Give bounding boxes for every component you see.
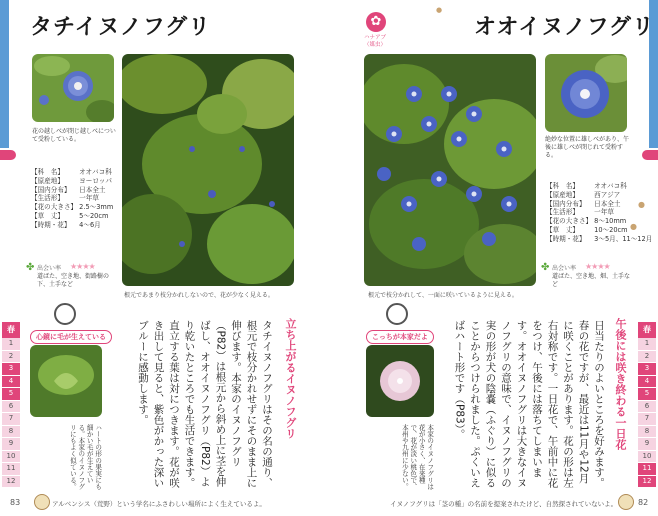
data-row <box>545 191 653 200</box>
month-tab[interactable]: 2 <box>2 351 20 364</box>
month-tab[interactable]: 9 <box>638 438 656 451</box>
month-tab[interactable]: 2 <box>638 351 656 364</box>
right-bubble-photo <box>366 345 434 417</box>
data-row-label: 【原産地】 <box>31 176 64 185</box>
data-row <box>545 182 653 191</box>
season-tab-spring[interactable]: 春 <box>2 322 20 338</box>
left-footer-mascot <box>34 494 50 510</box>
data-row-label: 【時期・花】 <box>31 220 71 229</box>
data-row-label: 【原産地】 <box>546 190 579 199</box>
data-row-value: オオバコ科 <box>79 168 112 176</box>
left-body-text: タチイヌノフグリはその名の通り、根元で枝分かれせずにそのまま上に伸びます。本家のイヌノフグリ（P82）は根元から斜め上に茎を伸ばし、オオイヌノフグリ（P82）より乾いたところでも生活できます。直立する葉は対につきます。花が咲き出して見ると、紫色がかった深いブルーに感動します。 <box>137 320 273 488</box>
encounter-stars: ★★★★ <box>70 262 95 271</box>
month-tab[interactable]: 12 <box>638 476 656 489</box>
data-row <box>30 177 114 186</box>
left-title: タチイヌノフグリ <box>30 15 212 40</box>
badge-bottom: （媒虫） <box>364 42 387 48</box>
right-bubble-small: 本家のイヌノフグリは花が小さく、在来種で、花が淡い桃色で、本州や九州に少ない。 <box>400 424 434 490</box>
data-row-value: 8〜10mm <box>594 217 627 226</box>
data-row-value: 3〜5月、11〜12月 <box>594 234 653 243</box>
data-row-value: 西アジア <box>594 190 621 199</box>
left-inset-caption: 花の越しべが閉じ越しべについて受粉している。 <box>32 128 116 143</box>
flower-badge-icon: ✿ <box>366 12 386 32</box>
month-tab[interactable]: 3 <box>2 363 20 376</box>
data-row <box>545 217 653 226</box>
season-tab-spring[interactable]: 春 <box>638 322 656 338</box>
month-tab[interactable]: 11 <box>2 463 20 476</box>
paw-print-icon: ● <box>436 6 443 14</box>
data-row <box>545 235 653 244</box>
right-body-text: 日当たりのよいところを好みます。春の花ですが、最近は11月や12月に咲くことがあります。花の形は左右対称です。一日花で、午前中に花をつけ、午後には落ちてしまいます。オオイヌノフグリは大きなイヌノフグリの意味で、イヌノフグリの実の形が犬の陰嚢（ふぐり）に似ることからつけられました。ぷくいえばハート形です（P83）。 <box>453 320 605 488</box>
encounter-text: 道ばた、空き地、畑、土手など <box>552 273 631 288</box>
data-row <box>30 168 114 177</box>
data-row-value: 4〜6月 <box>79 220 101 229</box>
data-row-label: 【科 名】 <box>546 182 579 190</box>
left-main-photo <box>122 54 294 286</box>
data-row-value: ヨーロッパ <box>79 176 112 185</box>
left-bubble-photo <box>30 345 102 417</box>
data-row-value: 一年草 <box>79 194 99 203</box>
left-bubble-small: ハートの形の果実にも細かい毛が生えている。本家のイヌノフグリにもよく似ている。 <box>68 424 102 490</box>
month-tab[interactable]: 7 <box>638 413 656 426</box>
right-section-head: 午後には咲き終わる一日花 <box>614 318 627 450</box>
right-main-caption: 根元で枝分かれして、一面に咲いているように見える。 <box>368 292 518 299</box>
month-tab[interactable]: 5 <box>638 388 656 401</box>
encounter-stars: ★★★★ <box>585 262 610 271</box>
month-tab[interactable]: 1 <box>638 338 656 351</box>
right-footnote: イヌノフグリは「茎の種」の名前を提案されたけど、自然探されていないよ。 <box>390 500 618 508</box>
right-footer-mascot <box>618 494 634 510</box>
right-inset-caption: 絶妙な位置に雄しべがあり、午後に雄しべが閉じれて受粉する。 <box>545 136 630 159</box>
data-row-value: 一年草 <box>594 208 614 217</box>
month-tab[interactable]: 8 <box>2 426 20 439</box>
month-tab[interactable]: 5 <box>2 388 20 401</box>
data-row-value: オオバコ科 <box>594 182 627 190</box>
month-tab[interactable]: 4 <box>638 376 656 389</box>
paw-print-icon: ● <box>630 222 637 231</box>
magnifier-icon <box>386 303 408 325</box>
month-tab[interactable]: 6 <box>638 401 656 414</box>
left-encounter-box <box>26 262 118 296</box>
month-tab[interactable]: 9 <box>2 438 20 451</box>
month-tab[interactable]: 10 <box>638 451 656 464</box>
data-row-value: 日本全土 <box>594 199 621 208</box>
right-bubble-label: こっちが本家だよ <box>366 330 434 344</box>
clover-icon: ✤ <box>26 262 35 273</box>
left-main-caption: 根元であまり枝分かれしないので、花が少なく見える。 <box>124 292 274 299</box>
badge-top: ハナアブ <box>364 35 387 41</box>
data-row-value: 5〜20cm <box>79 211 109 220</box>
clover-icon: ✤ <box>541 262 550 273</box>
data-row <box>30 194 114 203</box>
magnifier-icon <box>54 303 76 325</box>
month-tab[interactable]: 4 <box>2 376 20 389</box>
data-row-label: 【生活形】 <box>546 208 579 217</box>
right-title: オオイヌノフグリ <box>474 15 655 40</box>
left-section-head: 立ち上がるイヌノフグリ <box>284 318 297 439</box>
right-main-photo <box>364 54 536 286</box>
encounter-label: 出会い率 <box>552 265 577 272</box>
encounter-text: 道ばた、空き地、街路樹の下、土手など <box>37 273 110 288</box>
left-footnote: アルベンシス（荒野）という学名にふさわしい場所によく生えているよ。 <box>52 500 266 508</box>
month-tab[interactable]: 12 <box>2 476 20 489</box>
data-row <box>545 226 653 235</box>
month-tab[interactable]: 8 <box>638 426 656 439</box>
right-month-tabs <box>638 322 656 488</box>
left-bubble-label: 心鏡に毛が生えている <box>30 330 112 344</box>
right-page-number: 82 <box>638 498 649 507</box>
data-row-value: 10〜20cm <box>594 225 628 234</box>
left-page-edge-marker <box>0 150 16 160</box>
month-tab[interactable]: 11 <box>638 463 656 476</box>
data-row <box>545 208 653 217</box>
data-row-label: 【花の大きさ】 <box>546 217 593 226</box>
month-tab[interactable]: 1 <box>2 338 20 351</box>
right-page-edge-marker <box>642 150 658 160</box>
data-row <box>30 203 114 212</box>
left-page-edge-tab <box>0 0 9 148</box>
data-row-value: 日本全土 <box>79 185 106 194</box>
month-tab[interactable]: 7 <box>2 413 20 426</box>
right-data-table <box>545 182 653 244</box>
paw-print-icon: ● <box>638 200 645 209</box>
left-inset-photo <box>32 54 114 122</box>
month-tab[interactable]: 10 <box>2 451 20 464</box>
left-data-table <box>30 168 114 230</box>
encounter-label: 出会い率 <box>37 265 62 272</box>
data-row <box>30 221 114 230</box>
data-row-label: 【花の大きさ】 <box>31 203 78 212</box>
data-row-label: 【時期・花】 <box>546 234 586 243</box>
data-row-value: 2.5〜3mm <box>79 203 114 212</box>
data-row <box>30 212 114 221</box>
data-row-label: 【国内分布】 <box>546 199 586 208</box>
data-row-label: 【生活形】 <box>31 194 64 203</box>
data-row-label: 【草 丈】 <box>31 211 64 220</box>
left-month-tabs <box>2 322 20 488</box>
data-row-label: 【草 丈】 <box>546 225 579 234</box>
month-tab[interactable]: 6 <box>2 401 20 414</box>
month-tab[interactable]: 3 <box>638 363 656 376</box>
data-row-label: 【科 名】 <box>31 168 64 176</box>
right-inset-photo <box>545 54 627 132</box>
right-encounter-box <box>541 262 635 296</box>
data-row-label: 【国内分布】 <box>31 185 71 194</box>
left-page-number: 83 <box>10 498 21 507</box>
